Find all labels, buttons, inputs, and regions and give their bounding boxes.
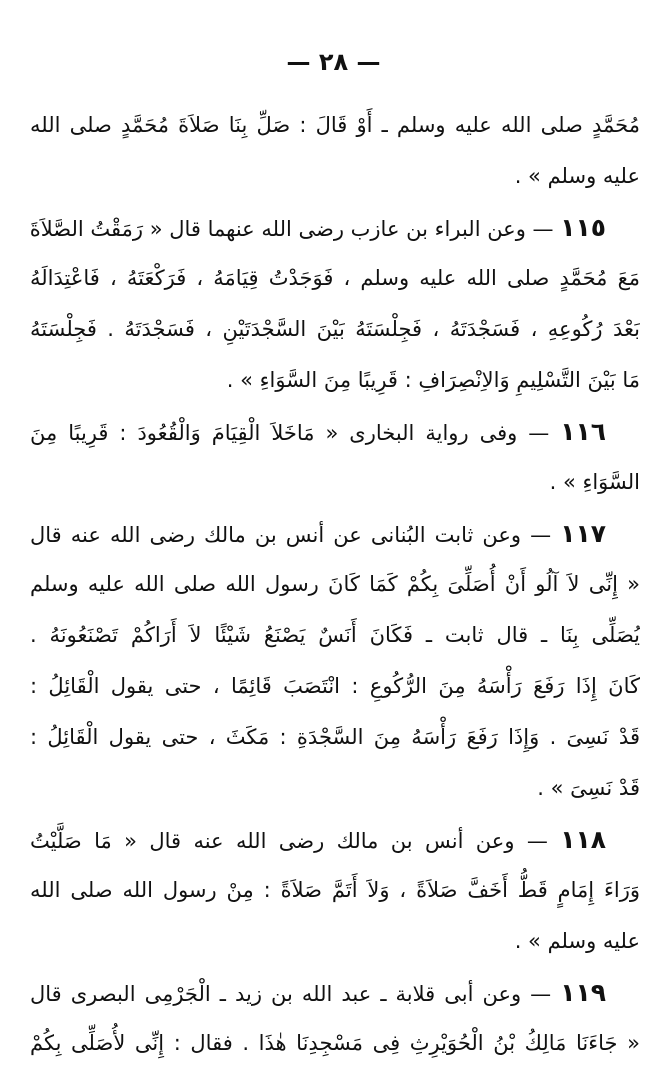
text-line: [30, 661, 640, 712]
line-text: قَدْ نَسِىَ . وَإِذَا رَفَعَ رَأْسَهُ مِنَ السَّجْدَةِ : مَكَثَ ، حتى يقول الْقَائِلُ :: [30, 725, 640, 749]
line-text: مَعَ مُحَمَّدٍ صلى الله عليه وسلم ، فَوَجَدْتُ قِيَامَهُ ، فَرَكْعَتَهُ ، فَاعْتِدَالَهُ: [30, 266, 640, 290]
line-text: مُحَمَّدٍ صلى الله عليه وسلم ـ أَوْ قَالَ : صَلِّ بِنَا صَلاَةَ مُحَمَّدٍ صلى الله: [30, 113, 640, 137]
line-text: — وفى رواية البخارى « مَاخَلاَ الْقِيَامَ وَالْقُعُودَ : قَرِيبًا مِنَ: [30, 421, 561, 445]
hadith-number: ١١٥: [560, 213, 606, 242]
line-text: كَانَ إِذَا رَفَعَ رَأْسَهُ مِنَ الرُّكُوعِ : انْتَصَبَ قَائِمًا ، حتى يقول الْقَائِلُ :: [30, 674, 640, 698]
text-line: [30, 610, 640, 661]
line-text: — وعن البراء بن عازب رضى الله عنهما قال « رَمَقْتُ الصَّلاَةَ: [30, 217, 561, 241]
text-line: [30, 100, 640, 151]
text-line: [30, 508, 640, 559]
line-text: السَّوَاءِ » .: [549, 470, 640, 494]
line-text: بَعْدَ رُكُوعِهِ ، فَسَجْدَتَهُ ، فَجِلْسَتَهُ بَيْنَ السَّجْدَتَيْنِ ، فَسَجْدَتَهُ . فَجِلْسَتَهُ: [30, 317, 640, 341]
line-text: — وعن أنس بن مالك رضى الله عنه قال « مَا صَلَّيْتُ: [30, 829, 561, 853]
text-line: [30, 151, 640, 202]
text-line: [30, 202, 640, 253]
text-line: [30, 457, 640, 508]
line-text: « إِنِّى لاَ آلُو أَنْ أُصَلِّىَ بِكُمْ كَمَا كَانَ رسول الله صلى الله عليه وسلم: [30, 572, 640, 596]
text-line: [30, 1018, 640, 1069]
line-text: — وعن أبى قلابة ـ عبد الله بن زيد ـ الْجَرْمِى البصرى قال: [30, 982, 561, 1006]
line-text: وَرَاءَ إِمَامٍ قَطُّ أَخَفَّ صَلاَةً ، وَلاَ أَتَمَّ صَلاَةً : مِنْ رسول الله صلى الله: [30, 878, 640, 902]
hadith-number: ١١٨: [560, 825, 606, 854]
text-line: [30, 406, 640, 457]
hadith-number: ١١٦: [560, 417, 606, 446]
hadith-number: ١١٧: [560, 519, 606, 548]
line-text: يُصَلِّى بِنَا ـ قال ثابت ـ فَكَانَ أَنَسٌ يَصْنَعُ شَيْئًا لاَ أَرَاكُمْ تَصْنَعُونَهُ .: [30, 623, 640, 647]
text-line: [30, 967, 640, 1018]
page-number: — ٢٨ —: [286, 48, 381, 76]
text-line: [30, 865, 640, 916]
line-text: — وعن ثابت البُنانى عن أنس بن مالك رضى الله عنه قال: [30, 523, 561, 547]
text-line: [30, 916, 640, 967]
text-line: [30, 814, 640, 865]
text-line: [30, 712, 640, 763]
line-text: عليه وسلم » .: [514, 164, 640, 188]
text-line: [30, 355, 640, 406]
hadith-number: ١١٩: [560, 978, 606, 1007]
text-line: [30, 304, 640, 355]
line-text: قَدْ نَسِىَ » .: [537, 776, 640, 800]
hadith-text-block: [30, 100, 640, 1069]
text-line: [30, 559, 640, 610]
line-text: عليه وسلم » .: [514, 929, 640, 953]
line-text: مَا بَيْنَ التَّسْلِيمِ وَالاِنْصِرَافِ : قَرِيبًا مِنَ السَّوَاءِ » .: [226, 368, 640, 392]
line-text: « جَاءَنَا مَالِكُ بْنُ الْحُوَيْرِثِ فِى مَسْجِدِنَا هٰذَا . فقال : إِنِّى لأُصَلِّى بِكُمْ: [30, 1031, 640, 1055]
text-line: [30, 253, 640, 304]
text-line: [30, 763, 640, 814]
